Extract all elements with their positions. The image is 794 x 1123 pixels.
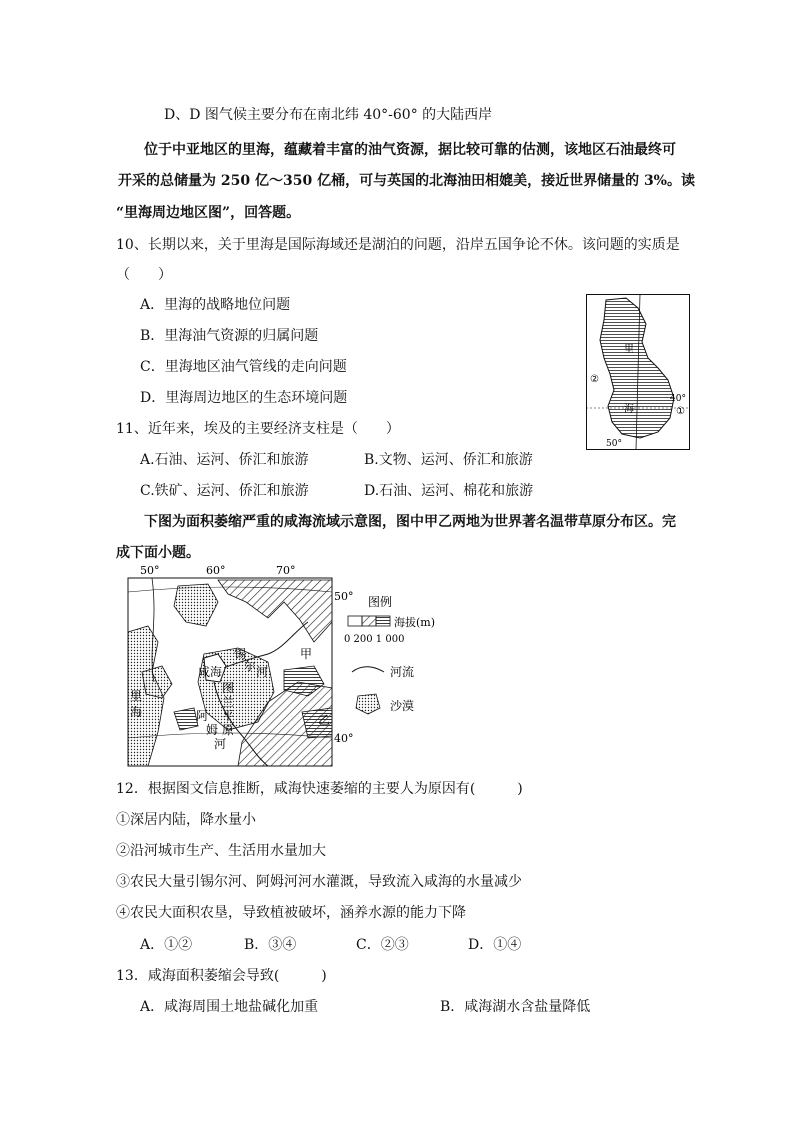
q11-option-b: B.文物、运河、侨汇和旅游 [364, 452, 533, 468]
map1-label-li: 里 [624, 344, 634, 355]
q10-stem-line2: （ ） [116, 267, 172, 283]
q12-item-2: ②沿河城市生产、生活用水量加大 [116, 843, 326, 859]
q12-item-1: ①深居内陆，降水量小 [116, 812, 256, 828]
q11-option-c: C.铁矿、运河、侨汇和旅游 [140, 483, 309, 499]
lon-label-60: 60° [206, 564, 226, 577]
label-a: 阿 [196, 709, 209, 723]
map1-label-hai: 海 [624, 404, 634, 415]
passage1-line2: 开采的总储量为 250 亿～350 亿桶，可与英国的北海油田相媲美，接近世界储量的 3%。读 [118, 173, 695, 189]
q12-stem: 12．根据图文信息推断，咸海快速萎缩的主要人为原因有( ) [116, 781, 523, 797]
map1-lat-40: 40° [670, 394, 686, 404]
label-tu: 图 [222, 681, 235, 695]
label-yi: 乙 [318, 713, 331, 727]
q11-option-d: D.石油、运河、棉花和旅游 [364, 483, 534, 499]
legend-river: 河流 [390, 665, 415, 679]
q12-option-d: D．①④ [468, 937, 522, 953]
q12-item-4: ④农民大面积农垦，导致植被破坏，涵养水源的能力下降 [116, 905, 466, 921]
q12-option-b: B．③④ [244, 937, 297, 953]
label-aral-sea: 咸海 [198, 665, 223, 679]
map1-marker-1: ① [676, 406, 685, 417]
map1-marker-2: ② [590, 374, 599, 385]
label-xi: 锡 [234, 647, 247, 661]
q12-option-a: A．①② [140, 937, 193, 953]
q11-option-a: A.石油、运河、侨汇和旅游 [140, 452, 309, 468]
q12-option-c: C．②③ [356, 937, 409, 953]
lat-label-50: 50° [334, 590, 354, 603]
label-lan: 兰 [222, 695, 235, 709]
q13-option-b: B．咸海湖水含盐量降低 [440, 999, 591, 1015]
passage2-line1: 下图为面积萎缩严重的咸海流域示意图，图中甲乙两地为世界著名温带草原分布区。完 [144, 514, 676, 530]
q11-stem: 11、近年来，埃及的主要经济支柱是（ ） [116, 421, 400, 437]
label-jia: 甲 [300, 647, 313, 661]
map1-lon-50: 50° [606, 439, 622, 449]
label-yuan: 原 [222, 723, 235, 737]
q13-stem: 13．咸海面积萎缩会导致( ) [116, 968, 327, 984]
label-he-syr: 河 [256, 665, 269, 679]
passage2-line2: 成下面小题。 [116, 545, 200, 561]
legend-title: 图例 [368, 595, 393, 609]
caspian-map [586, 294, 690, 450]
q12-item-3: ③农民大量引锡尔河、阿姆河河水灌溉，导致流入咸海的水量减少 [116, 874, 522, 890]
q10-option-a: A．里海的战略地位问题 [140, 297, 291, 313]
label-ping: 平 [222, 709, 235, 723]
legend-river-icon [352, 667, 384, 672]
passage1-line3: “里海周边地区图”，回答题。 [116, 205, 301, 221]
lat-label-40: 40° [334, 732, 354, 745]
q10-option-b: B．里海油气资源的归属问题 [140, 328, 319, 344]
lon-label-70: 70° [276, 564, 296, 577]
label-er: 尔 [244, 659, 257, 673]
legend-desert-icon [356, 694, 380, 714]
prev-option-d: D、D 图气候主要分布在南北纬 40°-60° 的大陆西岸 [164, 107, 493, 123]
legend-elev-unit: 海拔(m) [394, 616, 436, 629]
label-mu: 姆 [206, 723, 219, 737]
passage1-line1: 位于中亚地区的里海，蕴藏着丰富的油气资源，据比较可靠的估测，该地区石油最终可 [144, 142, 676, 158]
label-li: 里 [130, 689, 143, 703]
lon-label-50: 50° [140, 564, 160, 577]
q13-option-a: A．咸海周围土地盐碱化加重 [140, 999, 319, 1015]
label-hai: 海 [130, 705, 143, 719]
legend-desert: 沙漠 [390, 699, 415, 713]
label-he-amu: 河 [214, 737, 227, 751]
q10-stem-line1: 10、长期以来，关于里海是国际海域还是湖泊的问题，沿岸五国争论不休。该问题的实质是 [116, 237, 680, 253]
aral-basin-map [118, 562, 448, 772]
legend-elev-ticks: 0 200 1 000 [344, 634, 405, 645]
q10-option-c: C．里海地区油气管线的走向问题 [140, 359, 347, 375]
q10-option-d: D．里海周边地区的生态环境问题 [140, 390, 348, 406]
